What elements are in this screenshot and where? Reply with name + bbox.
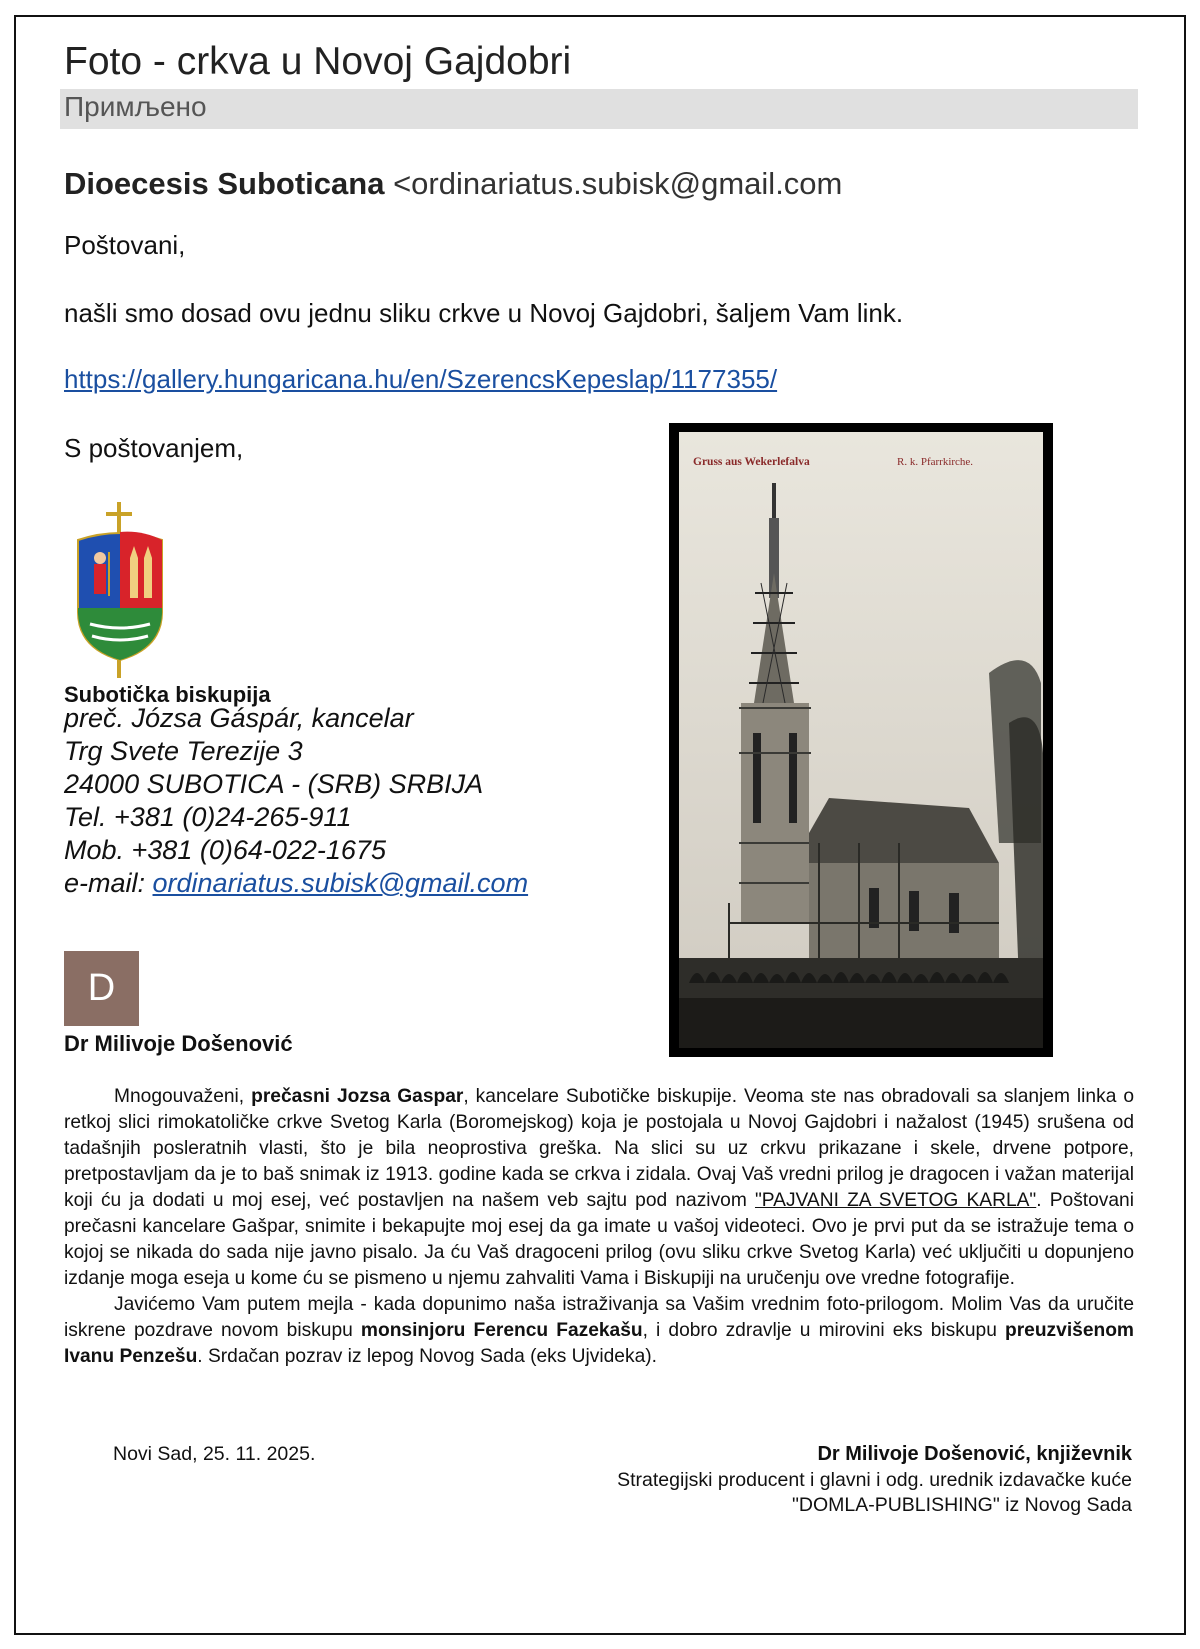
church-photo-illustration xyxy=(669,423,1053,1057)
postcard-caption-right: R. k. Pfarrkirche. xyxy=(897,456,974,468)
place-date: Novi Sad, 25. 11. 2025. xyxy=(113,1443,316,1465)
signature-line: Trg Svete Terezije 3 xyxy=(64,736,303,766)
email-subject: Foto - crkva u Novoj Gajdobri xyxy=(64,40,572,83)
sender-email: <ordinariatus.subisk@gmail.com xyxy=(393,166,843,201)
gallery-link[interactable]: https://gallery.hungaricana.hu/en/SzerencsKepeslap/1177355/ xyxy=(64,364,778,394)
label-bar xyxy=(60,89,1138,129)
essay-title: "PAJVANI ZA SVETOG KARLA" xyxy=(754,1190,1037,1211)
signature-email-link[interactable]: ordinariatus.subisk@gmail.com xyxy=(152,868,529,898)
closing: S poštovanjem, xyxy=(64,433,244,463)
avatar[interactable]: D xyxy=(64,951,139,1026)
signature-email-label: e-mail: xyxy=(64,868,153,898)
closing-signature-publisher: "DOMLA-PUBLISHING" iz Novog Sada xyxy=(791,1494,1132,1516)
closing-signature-name: Dr Milivoje Došenović, književnik xyxy=(817,1443,1132,1465)
signature-org: Subotička biskupija xyxy=(64,682,271,707)
greeting: Poštovani, xyxy=(64,230,186,260)
sender xyxy=(64,166,842,202)
postcard-caption-left: Gruss aus Wekerlefalva xyxy=(693,456,810,468)
reply-author: Dr Milivoje Došenović xyxy=(64,1031,293,1056)
email-body: našli smo dosad ovu jednu sliku crkve u Novoj Gajdobri, šaljem Vam link. xyxy=(64,298,904,328)
inbox-label[interactable]: Примљено xyxy=(64,91,207,122)
signature-line: 24000 SUBOTICA - (SRB) SRBIJA xyxy=(64,769,484,799)
closing-signature-role: Strategijski producent i glavni i odg. urednik izdavačke kuće xyxy=(617,1469,1132,1491)
signature-line: preč. Józsa Gáspár, kancelar xyxy=(64,703,414,733)
signature-email-line xyxy=(64,868,528,899)
letter-paragraph-1: Mnogouvaženi, prečasni Jozsa Gaspar, kancelare Subotičke biskupije. Veoma ste nas obradovali sa slanjem linka o retkoj slici rimokatoličke crkve Svetog Karla (Boromejskog) koja je postojala u Novoj Gajdobri i nažalost (1945) srušena od tadašnjih posleratnih vlasti, što je bila neoprostiva greška. Na slici su uz crkvu prikazane i skele, drvene potpore, pretpostavljam da je to baš snimak iz 1913. godine kada se crkva i zidala. Ovaj Vaš vredni prilog je dragocen i važan materijal koji ću ja dodati u moj esej, već postavljen na našem veb sajtu pod nazivom "PAJVANI ZA SVETOG KARLA". Poštovani prečasni kancelare Gašpar, snimite i bekapujte moj esej da ga imate u vašoj videoteci. Ovo je prvi put da se istražuje tema o kojoj se nikada do sada nije javno pisalo. Ja ću Vaš dragoceni prilog (ovu sliku crkve Svetog Karla) već uključiti u dopunjeno izdanje moga eseja u kome ću se pismeno u njemu zahvaliti Vama i Biskupiji na uručenju ove vredne fotografije. xyxy=(64,1086,1134,1289)
signature-line: Tel. +381 (0)24-265-911 xyxy=(64,802,352,832)
sender-name: Dioecesis Suboticana xyxy=(64,166,385,201)
church-postcard-image xyxy=(669,423,1053,1057)
signature-line: Mob. +381 (0)64-022-1675 xyxy=(64,835,386,865)
letter-paragraph-2: Javićemo Vam putem mejla - kada dopunimo naša istraživanja sa Vašim vrednim foto-prilogom. Molim Vas da uručite iskrene pozdrave novom biskupu monsinjoru Ferencu Fazekašu, i dobro zdravlje u mirovini eks biskupu preuzvišenom Ivanu Penzešu. Srdačan pozrav iz lepog Novog Sada (eks Ujvideka). xyxy=(64,1294,1134,1367)
reply-letter xyxy=(64,1084,1134,1370)
diocese-crest-icon xyxy=(72,500,168,678)
